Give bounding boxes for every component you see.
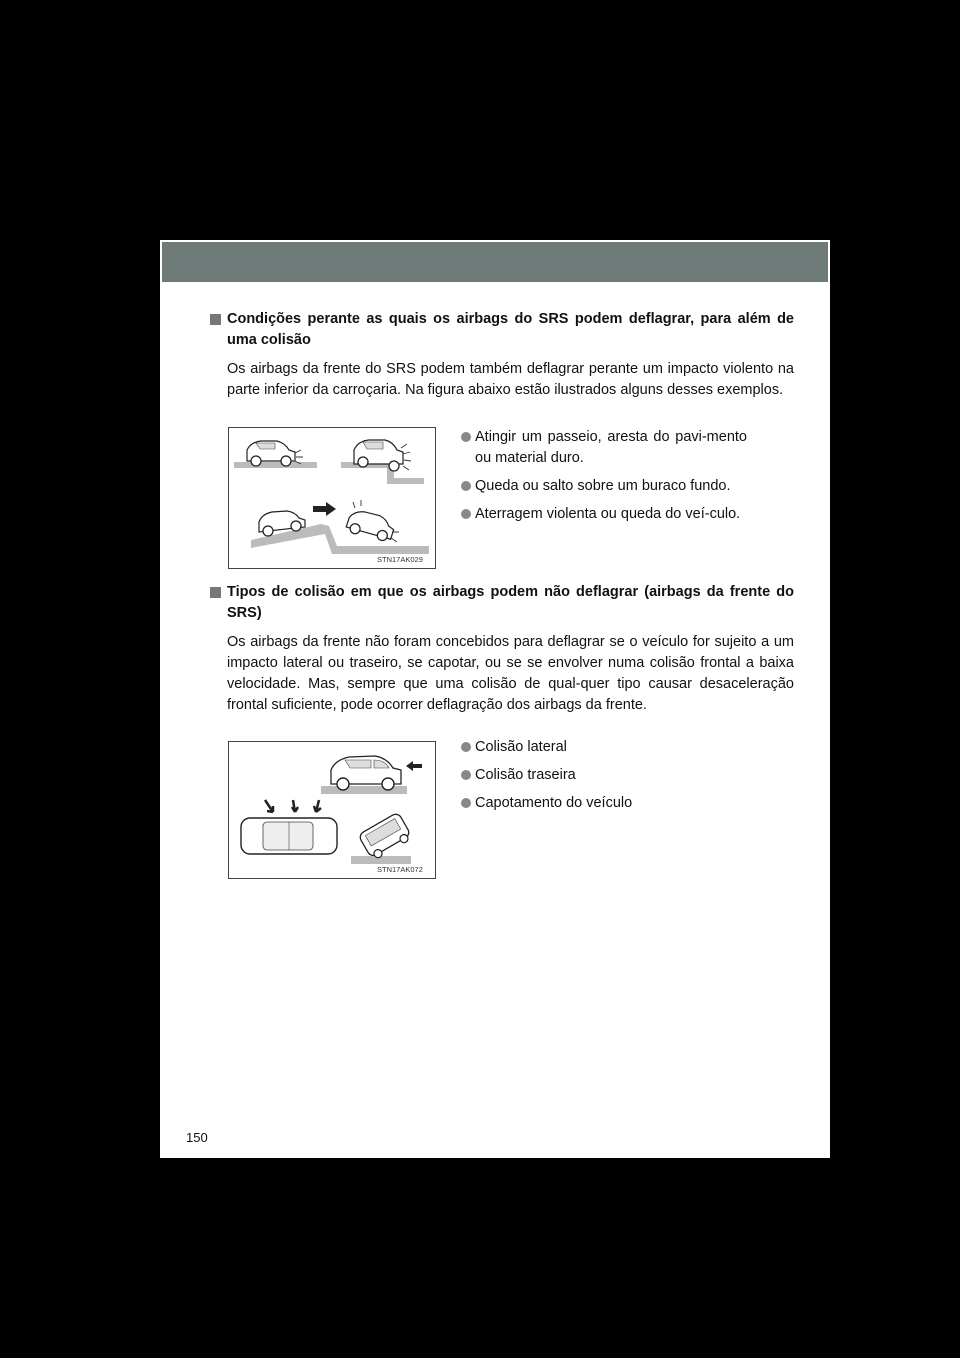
- bullet-dot-icon: [461, 432, 471, 442]
- arrow-left-icon: [406, 761, 422, 771]
- list-item: Colisão lateral: [461, 737, 747, 758]
- bullet-dot-icon: [461, 770, 471, 780]
- bullet-dot-icon: [461, 798, 471, 808]
- list-item: Colisão traseira: [461, 765, 747, 786]
- header-bar: [162, 242, 828, 282]
- manual-page: [160, 240, 830, 1158]
- arrow-down-icon: [314, 800, 321, 812]
- arrow-down-icon: [292, 800, 298, 812]
- bullet-dot-icon: [461, 509, 471, 519]
- section-title: Condições perante as quais os airbags do SRS podem deflagrar, para além de uma colisão: [210, 309, 794, 351]
- collision-types-illustration: [229, 742, 435, 878]
- figure-code: STN17AK072: [377, 865, 423, 874]
- underbody-impact-illustration: [229, 428, 435, 568]
- figure-underbody-impact: [228, 427, 436, 569]
- list-item: Atingir um passeio, aresta do pavi-mento ou material duro.: [461, 427, 747, 469]
- figure-code: STN17AK029: [377, 555, 423, 564]
- car-icon: [345, 507, 396, 545]
- bullet-dot-icon: [461, 481, 471, 491]
- list-item: Queda ou salto sobre um buraco fundo.: [461, 476, 747, 497]
- list-item: Capotamento do veículo: [461, 793, 747, 814]
- page-number: 150: [186, 1130, 208, 1145]
- bullet-list: [461, 427, 747, 532]
- figure-collision-types: [228, 741, 436, 879]
- section-airbag-no-deploy-types: [210, 582, 794, 716]
- car-icon: [331, 756, 401, 790]
- arrow-down-icon: [265, 800, 273, 812]
- section-title: Tipos de colisão em que os airbags podem não deflagrar (airbags da frente do SRS): [210, 582, 794, 624]
- car-rollover-icon: [358, 812, 413, 861]
- arrow-right-icon: [313, 502, 336, 516]
- section-body: Os airbags da frente do SRS podem também deflagrar perante um impacto violento na parte inferior da carroçaria. Na figura abaixo estão ilustrados alguns desses exemplos.: [227, 361, 794, 398]
- car-top-view-icon: [241, 818, 337, 854]
- section-body: Os airbags da frente não foram concebidos para deflagrar se o veículo for sujeito a um impacto lateral ou traseiro, se capotar, ou se se envolver numa colisão frontal a baixa velocidade. Mas, sempre que uma colisão de qual-quer tipo causar desaceleração frontal suficiente, pode ocorrer deflagração dos airbags da frente.: [227, 634, 794, 713]
- bullet-list: [461, 737, 747, 821]
- square-bullet-icon: [210, 587, 221, 598]
- list-item: Aterragem violenta ou queda do veí-culo.: [461, 504, 747, 525]
- section-airbag-deploy-conditions: [210, 309, 794, 401]
- square-bullet-icon: [210, 314, 221, 325]
- bullet-dot-icon: [461, 742, 471, 752]
